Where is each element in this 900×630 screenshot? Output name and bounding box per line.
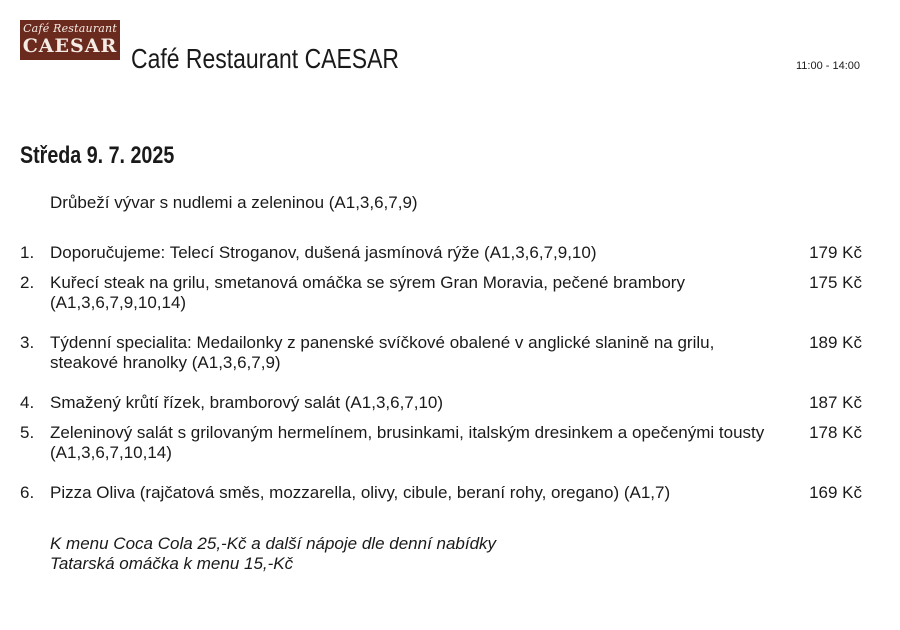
menu-notes (50, 534, 496, 574)
menu-item-description: Zeleninový salát s grilovaným hermelínem, brusinkami, italským dresinkem a opečenými tousty (A1,3,6,7,10,14) (50, 423, 765, 462)
logo-brand-text: CAESAR (22, 35, 118, 57)
menu-item-price: 189 Kč (809, 333, 862, 352)
page-title: Café Restaurant CAESAR (131, 43, 399, 74)
menu-item-price: 175 Kč (809, 273, 862, 292)
menu-item-number: 5. (20, 423, 35, 442)
menu-item-number: 2. (20, 273, 35, 292)
menu-item-price: 187 Kč (809, 393, 862, 412)
menu-date: Středa 9. 7. 2025 (20, 142, 175, 169)
menu-item-price: 178 Kč (809, 423, 862, 442)
menu-item-description: Smažený krůtí řízek, bramborový salát (A1,3,6,7,10) (50, 393, 444, 412)
menu-item-description: Doporučujeme: Telecí Stroganov, dušená jasmínová rýže (A1,3,6,7,9,10) (50, 243, 597, 262)
soup-of-the-day: Drůbeží vývar s nudlemi a zeleninou (A1,3,6,7,9) (50, 193, 418, 212)
menu-item-number: 4. (20, 393, 35, 412)
logo-script-text: Café Restaurant (23, 22, 117, 35)
drinks-note: K menu Coca Cola 25,-Kč a další nápoje dle denní nabídky (50, 534, 497, 553)
menu-item-description: Pizza Oliva (rajčatová směs, mozzarella, olivy, cibule, beraní rohy, oregano) (A1,7) (50, 483, 671, 502)
menu-item-price: 179 Kč (809, 243, 862, 262)
menu-item-description: Kuřecí steak na grilu, smetanová omáčka se sýrem Gran Moravia, pečené brambory (A1,3,6,7,9,10,14) (50, 273, 685, 312)
restaurant-logo (20, 20, 120, 60)
menu-item-price: 169 Kč (809, 483, 862, 502)
opening-hours: 11:00 - 14:00 (795, 60, 860, 72)
sauce-note: Tatarská omáčka k menu 15,-Kč (50, 554, 294, 573)
menu-item-description: Týdenní specialita: Medailonky z panenské svíčkové obalené v anglické slanině na grilu, steakové hranolky (A1,3,6,7,9) (50, 333, 715, 372)
menu-item-number: 1. (20, 243, 35, 262)
menu-item-number: 3. (20, 333, 35, 352)
menu-item-number: 6. (20, 483, 35, 502)
